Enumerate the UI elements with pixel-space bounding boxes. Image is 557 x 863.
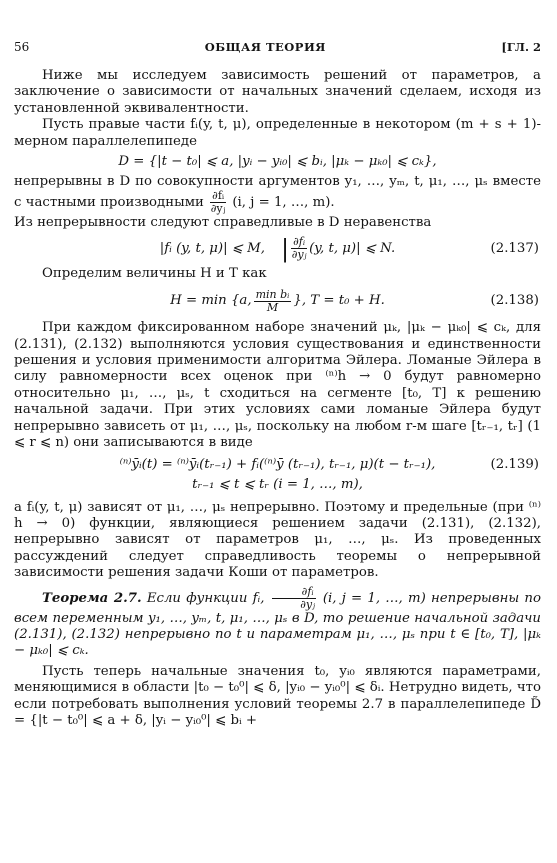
- running-title: ОБЩАЯ ТЕОРИЯ: [204, 40, 326, 54]
- equation-2139-range: tᵣ₋₁ ⩽ t ⩽ tᵣ (i = 1, …, m),: [192, 477, 363, 493]
- equation-2137: |fᵢ (y, t, μ)| ⩽ M, | $\frac{\text{∂fᵢ}}{\text{∂yⱼ}}$ (y, t, μ)| ⩽ N. (2.137): [159, 234, 539, 263]
- paragraph-intro: Ниже мы исследуем зависимость решений от параметров, а заключение о зависимости от начальных значений сделаем, исходя из установленной эквивалентности.: [14, 68, 541, 116]
- paragraph-continuity: непрерывны в D по совокупности аргументов y₁, …, yₘ, t, μ₁, …, μₛ вместе с частными производными $\frac{\text{∂fᵢ}}{\text{∂yⱼ}}$ (i, j = 1, …, m).: [14, 174, 541, 216]
- equation-2139: ⁽ⁿ⁾ȳᵢ(t) = ⁽ⁿ⁾ȳᵢ(tᵣ₋₁) + fᵢ(⁽ⁿ⁾ȳ (tᵣ₋₁), tᵣ₋₁, μ)(t − tᵣ₋₁), (2.139): [119, 457, 539, 473]
- equation-domain-d: D = {|t − t₀| ⩽ a, |yᵢ − yᵢ₀| ⩽ bᵢ, |μₖ − μₖ₀| ⩽ cₖ},: [118, 153, 437, 169]
- partial-derivative-fraction: $\frac{\text{∂fᵢ}}{\text{∂yⱼ}}$: [272, 586, 316, 611]
- min-fraction: $\frac{\text{min bᵢ}}{M}$: [255, 287, 290, 314]
- paragraph-limit: а fᵢ(y, t, μ) зависят от μ₁, …, μₛ непрерывно. Поэтому и предельные (при ⁽ⁿ⁾h → 0) функции, являющиеся решением задачи (2.131), (2.132), непрерывно зависят от параметров μ₁, …, μₛ. Из проведенных рассуждений следует справедливость теоремы о непрерывной зависимости решения задачи Коши от параметров.: [14, 499, 541, 581]
- theorem-title: Теорема 2.7.: [42, 590, 142, 606]
- theorem-2-7: Теорема 2.7. Если функции fᵢ, $\frac{\text{∂fᵢ}}{\text{∂yⱼ}}$ (i, j = 1, …, m) непрерывны по всем переменным y₁, …, yₘ, t, μ₁, …, μₛ в D, то решение начальной задачи (2.131), (2.132) непрерывно по t и параметрам μ₁, …, μₛ при t ∈ [t₀, T], |μₖ − μₖ₀| ⩽ cₖ.: [14, 584, 541, 659]
- paragraph-inequalities: Из непрерывности следуют справедливые в D неравенства: [14, 215, 432, 231]
- paragraph-euler: При каждом фиксированном наборе значений μₖ, |μₖ − μₖ₀| ⩽ cₖ, для (2.131), (2.132) выполняются условия существования и единственности решения и условия применимости алгоритма Эйлера. Ломаные Эйлера в силу равномерности всех оценок при ⁽ⁿ⁾h → 0 будут равномерно относительно μ₁, …, μₛ, t сходиться на сегменте [t₀, T] к решению начальной задачи. При этих условиях сами ломаные Эйлера будут непрерывно зависеть от μ₁, …, μₛ, поскольку на любом r-м шаге [tᵣ₋₁, tᵣ] (1 ⩽ r ⩽ n) они записываются в виде: [14, 320, 541, 451]
- equation-number: (2.138): [490, 293, 539, 309]
- equation-number: (2.137): [490, 240, 539, 256]
- paragraph-define-ht: Определим величины H и T как: [42, 265, 267, 281]
- page-body: [14, 68, 541, 729]
- page-number: 56: [14, 40, 30, 54]
- running-header: [14, 40, 541, 54]
- partial-derivative-fraction: $\frac{\text{∂fᵢ}}{\text{∂yⱼ}}$: [291, 235, 307, 262]
- paragraph-rhs: Пусть правые части fᵢ(y, t, μ), определенные в некотором (m + s + 1)-мерном параллелепипеде: [14, 117, 541, 149]
- equation-number: (2.139): [490, 457, 539, 473]
- equation-2138: H = min {a, $\frac{\text{min bᵢ}}{M}$ }, T = t₀ + H. (2.138): [170, 287, 539, 314]
- chapter-label: [ГЛ. 2: [501, 40, 541, 54]
- partial-derivative-fraction: $\frac{\text{∂fᵢ}}{\text{∂yⱼ}}$: [210, 189, 226, 216]
- paragraph-initial-values: Пусть теперь начальные значения t₀, yᵢ₀ являются параметрами, меняющимися в области |t₀ − t₀⁰| ⩽ δ, |yᵢ₀ − yᵢ₀⁰| ⩽ δᵢ. Нетрудно видеть, что если потребовать выполнения условий теоремы 2.7 в параллелепипеде D̃ = {|t − t₀⁰| ⩽ a + δ, |yᵢ − yᵢ₀⁰| ⩽ bᵢ +: [14, 663, 541, 728]
